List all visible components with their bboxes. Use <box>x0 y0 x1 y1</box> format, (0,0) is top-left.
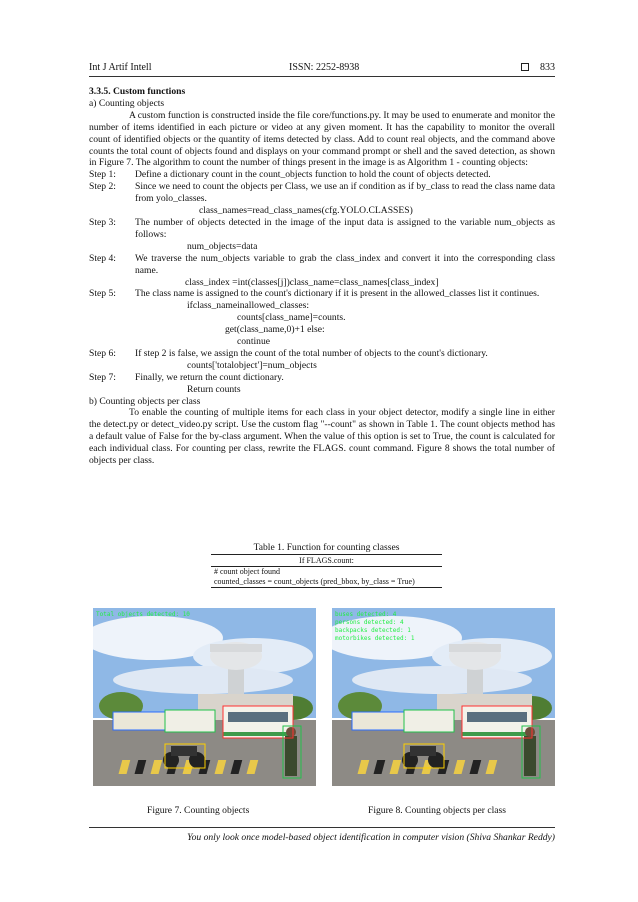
step-text: We traverse the num_objects variable to grab the class_index and convert it into the corresponding class name. <box>135 252 555 276</box>
detection-count-label: buses detected: 4 <box>335 611 397 618</box>
code-line: continue <box>237 336 271 348</box>
bus-windows <box>228 712 288 722</box>
figure-7-image <box>93 608 316 786</box>
detection-count-label: motorbikes detected: 1 <box>335 635 415 642</box>
code-line: class_index =int(classes[j])class_name=class_names[class_index] <box>185 276 439 288</box>
step-text: If step 2 is false, we assign the count of the total number of objects to the count's dictionary. <box>135 347 488 359</box>
bus-windows <box>467 712 527 722</box>
person-head <box>525 727 535 737</box>
step-label: Step 1: <box>89 169 116 181</box>
detection-count-label: persons detected: 4 <box>335 619 404 626</box>
algorithm-step <box>89 253 555 277</box>
person <box>524 736 536 776</box>
street-scene-photo <box>332 608 555 786</box>
step-label: Step 7: <box>89 371 116 383</box>
algorithm-step <box>89 288 555 300</box>
step-label: Step 2: <box>89 181 116 193</box>
algorithm-step <box>89 348 555 360</box>
code-line: num_objects=data <box>187 240 258 252</box>
table-row: counted_classes = count_objects (pred_bbox, by_class = True) <box>211 577 442 588</box>
code-line: get(class_name,0)+1 else: <box>225 324 325 336</box>
code-line: counts[class_name]=counts. <box>237 312 346 324</box>
checkbox-icon <box>521 63 529 71</box>
detection-count-label: backpacks detected: 1 <box>335 627 411 634</box>
cloud <box>113 666 293 694</box>
journal-name: Int J Artif Intell <box>89 62 152 73</box>
cloud <box>352 666 532 694</box>
step-label: Step 5: <box>89 288 116 300</box>
page-number: 833 <box>540 62 555 73</box>
running-footer: You only look once model-based object identification in computer vision (Shiva Shankar Reddy) <box>187 832 555 843</box>
bus <box>165 710 215 732</box>
algorithm-step <box>89 181 555 205</box>
table-header: If FLAGS.count: <box>211 555 442 567</box>
water-tower-top <box>449 644 501 652</box>
detection-count-label: Total objects detected: 10 <box>96 611 190 618</box>
step-text: Since we need to count the objects per Class, we use an if condition as if by_class to read the class name data from yolo_classes. <box>135 181 555 205</box>
step-text: The class name is assigned to the count's dictionary if it is present in the allowed_classes list it continues. <box>135 288 540 300</box>
person-head <box>286 727 296 737</box>
water-tower-top <box>210 644 262 652</box>
step-label: Step 4: <box>89 252 116 264</box>
subsection-a-title: a) Counting objects <box>89 97 165 109</box>
paragraph-a: A custom function is constructed inside the file core/functions.py. It may be used to enumerate and monitor the number of items identified in each picture or video at any given moment. It has the capability to monitor the overall count of identified objects or the quantity of items detected by class. Add to count real objects, and the command above counts the total count of objects found and displays on your command prompt or shell and the saved detection, as shown in Figure 7. The algorithm to count the number of things present in the image is as Algorithm 1 - counting objects: <box>89 109 555 169</box>
motorbike-body <box>410 746 436 756</box>
motorbike-body <box>171 746 197 756</box>
paragraph-b: To enable the counting of multiple items for each class in your object detector, modify a single line in either the detect.py or detect_video.py script. Use the custom flag "--count" as shown in Table 1. The count objects method has a default value of False for the by-class argument. When the value of this option is set to True, the count is calculated for each individual class. For counting per class, rewrite the FLAGS. count command. Figure 8 shows the total number of objects per class. <box>89 407 555 467</box>
street-scene-photo <box>93 608 316 786</box>
person <box>285 736 297 776</box>
step-label: Step 6: <box>89 347 116 359</box>
issn: ISSN: 2252-8938 <box>289 62 360 73</box>
step-text: The number of objects detected in the image of the input data is assigned to the variable num_objects as follows: <box>135 216 555 240</box>
code-line: ifclass_nameinallowed_classes: <box>187 300 310 312</box>
code-line: counts['totalobject']=num_objects <box>187 359 317 371</box>
running-header <box>89 62 555 76</box>
step-text: Finally, we return the count dictionary. <box>135 371 284 383</box>
code-line: class_names=read_class_names(cfg.YOLO.CLASSES) <box>199 205 413 217</box>
algorithm-steps <box>89 169 555 395</box>
table-row: # count object found <box>214 567 280 576</box>
section-title: 3.3.5. Custom functions <box>89 86 186 97</box>
figure-7-caption: Figure 7. Counting objects <box>147 805 250 816</box>
subsection-b-title: b) Counting objects per class <box>89 395 201 407</box>
header-rule <box>89 76 555 77</box>
bus <box>404 710 454 732</box>
step-text: Define a dictionary count in the count_objects function to hold the count of objects detected. <box>135 169 491 181</box>
figure-8-image <box>332 608 555 786</box>
bus <box>113 712 165 730</box>
section-body <box>89 86 555 467</box>
algorithm-step <box>89 372 555 384</box>
figure-8-caption: Figure 8. Counting objects per class <box>368 805 507 816</box>
footer-rule <box>89 827 555 828</box>
algorithm-step <box>89 169 555 181</box>
table-1 <box>211 542 442 588</box>
bus <box>352 712 404 730</box>
table-caption: Table 1. Function for counting classes <box>211 542 442 555</box>
code-line: Return counts <box>187 383 241 395</box>
algorithm-step <box>89 217 555 241</box>
step-label: Step 3: <box>89 216 116 228</box>
